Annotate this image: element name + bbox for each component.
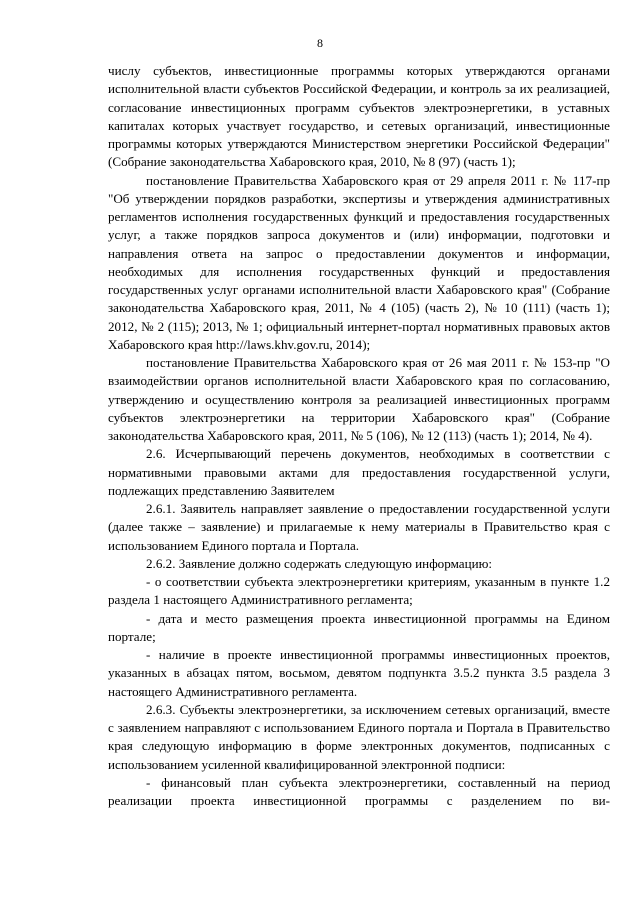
list-item: - дата и место размещения проекта инвестиционной программы на Едином портале;	[108, 610, 610, 644]
list-item: - финансовый план субъекта электроэнергетики, составленный на период реализации проекта инвестиционной программы с разделением по ви-	[108, 774, 610, 808]
page-number: 8	[317, 36, 323, 50]
paragraph: 2.6.3. Субъекты электроэнергетики, за исключением сетевых организаций, вместе с заявлением направляют с использованием Единого портала и Портала в Правительство края следующую информацию в форме электронных документов, подписанных с использованием усиленной квалифицированной электронной подписи:	[108, 701, 610, 772]
paragraph: 2.6.2. Заявление должно содержать следующую информацию:	[146, 555, 493, 571]
paragraph: постановление Правительства Хабаровского края от 29 апреля 2011 г. № 117-пр "Об утверждении порядков разработки, экспертизы и утверждения административных регламентов исполнения государственных функций и предоставления государственных услуг, а также порядков запроса документов и (или) информации, подготовки и направления ответа на запрос о предоставлении документов и информации, необходимых для исполнения государственных функций и предоставления государственных услуг органами исполнительной власти Хабаровского края" (Собрание законодательства Хабаровского края, 2011, № 4 (105) (часть 2), № 10 (111) (часть 1); 2012, № 2 (115); 2013, № 1; официальный интернет-портал нормативных правовых актов Хабаровского края http://laws.khv.gov.ru, 2014);	[108, 172, 610, 352]
list-item: - наличие в проекте инвестиционной программы инвестиционных проектов, указанных в абзацах пятом, восьмом, девятом подпункта 3.5.2 пункта 3.5 раздела 3 настоящего Административного регламента.	[108, 647, 610, 699]
list-item: - о соответствии субъекта электроэнергетики критериям, указанным в пункте 1.2 раздела 1 настоящего Административного регламента;	[108, 574, 610, 608]
paragraph: постановление Правительства Хабаровского края от 26 мая 2011 г. № 153-пр "О взаимодействии органов исполнительной власти Хабаровского края по согласованию, утверждению и осуществлению контроля за реализацией инвестиционных программ субъектов электроэнергетики на территории Хабаровского края" (Собрание законодательства Хабаровского края, 2011, № 5 (106), № 12 (113) (часть 1); 2014, № 4).	[108, 355, 610, 443]
section-heading: 2.6. Исчерпывающий перечень документов, необходимых в соответствии с нормативными правовыми актами для предоставления государственной услуги, подлежащих представлению Заявителем	[108, 446, 610, 498]
document-body	[108, 62, 610, 810]
paragraph: 2.6.1. Заявитель направляет заявление о предоставлении государственной услуги (далее также – заявление) и прилагаемые к нему материалы в Правительство края с использованием Единого портала и Портала.	[108, 501, 610, 553]
paragraph: числу субъектов, инвестиционные программы которых утверждаются органами исполнительной власти субъектов Российской Федерации, и контроль за их реализацией, согласование инвестиционных программ субъектов электроэнергетики, в уставных капиталах которых участвует государство, и сетевых организаций, инвестиционные программы которых утверждаются Министерством энергетики Российской Федерации" (Собрание законодательства Хабаровского края, 2010, № 8 (97) (часть 1);	[108, 63, 610, 170]
